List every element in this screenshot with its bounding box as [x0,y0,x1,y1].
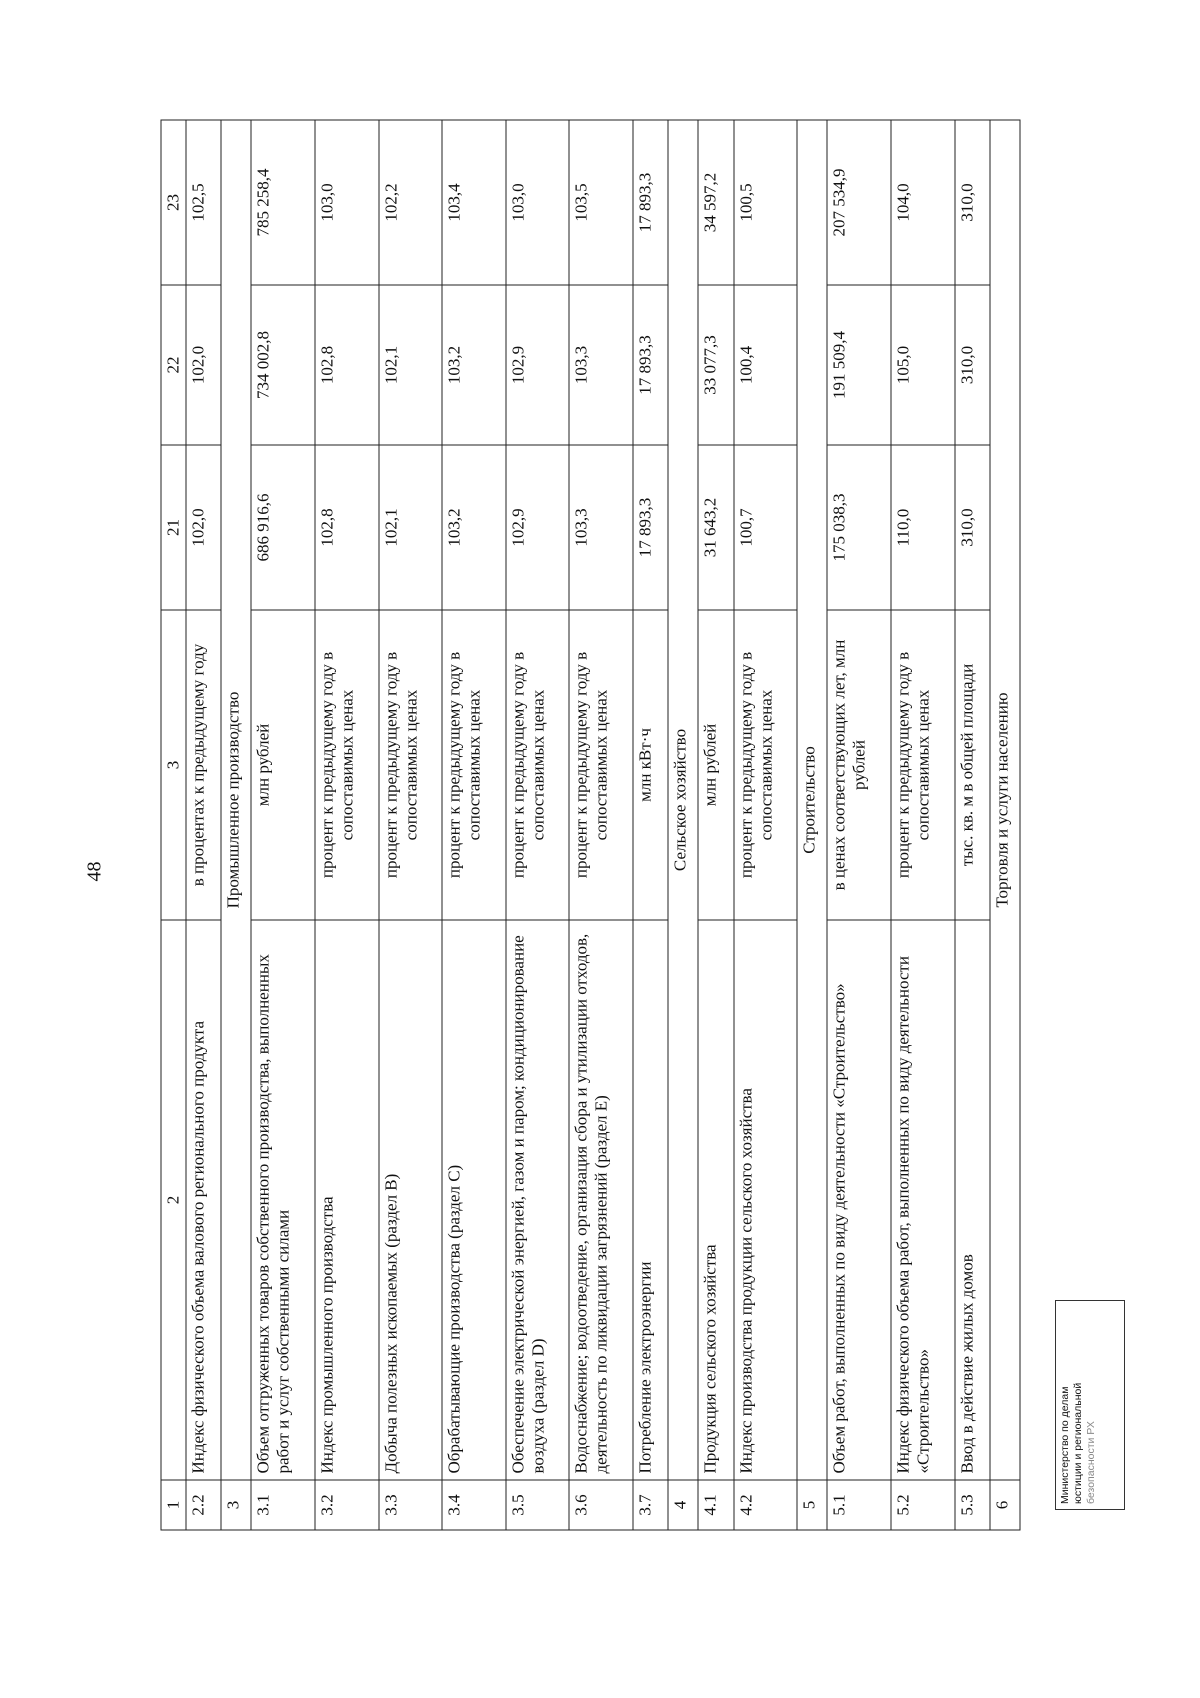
table-container [160,120,1020,1530]
value-col-22: 17 893,3 [633,285,668,445]
stamp-line-2: юстиции и региональной [1072,1382,1084,1504]
row-number: 3.1 [251,1480,315,1530]
value-col-22: 102,8 [315,285,379,445]
value-col-21: 100,7 [734,445,798,610]
header-col-2: 2 [161,920,186,1480]
value-col-23: 102,5 [186,120,221,285]
value-col-21: 103,3 [569,445,633,610]
section-row [990,120,1020,1530]
stamp-line-3: безопасности РХ [1085,1421,1097,1504]
unit-of-measure: млн рублей [251,610,315,920]
section-number: 3 [221,1480,251,1530]
row-number: 3.5 [506,1480,570,1530]
table-row [633,120,668,1530]
row-number: 4.1 [698,1480,733,1530]
value-col-23: 310,0 [955,120,990,285]
value-col-22: 102,0 [186,285,221,445]
indicator-name: Индекс физического объема валового регионального продукта [186,920,221,1480]
value-col-23: 34 597,2 [698,120,733,285]
indicator-name: Индекс производства продукции сельского хозяйства [734,920,798,1480]
section-number: 5 [797,1480,827,1530]
value-col-23: 103,0 [506,120,570,285]
row-number: 3.3 [379,1480,443,1530]
indicator-name: Обеспечение электрической энергией, газом и паром; кондиционирование воздуха (раздел D) [506,920,570,1480]
table-row [379,120,443,1530]
section-row [668,120,698,1530]
indicator-name: Индекс промышленного производства [315,920,379,1480]
unit-of-measure: процент к предыдущему году в сопоставимых ценах [506,610,570,920]
value-col-23: 100,5 [734,120,798,285]
value-col-22: 310,0 [955,285,990,445]
value-col-22: 105,0 [891,285,955,445]
table-row [891,120,955,1530]
header-col-1: 1 [161,1480,186,1530]
row-number: 4.2 [734,1480,798,1530]
unit-of-measure: млн рублей [698,610,733,920]
section-title: Сельское хозяйство [668,120,698,1480]
indicator-name: Обрабатывающие производства (раздел С) [442,920,506,1480]
value-col-22: 191 509,4 [827,285,891,445]
page-number: 48 [83,861,106,882]
header-col-22: 22 [161,285,186,445]
indicator-name: Ввод в действие жилых домов [955,920,990,1480]
table-row [186,120,221,1530]
indicator-name: Продукция сельского хозяйства [698,920,733,1480]
value-col-23: 207 534,9 [827,120,891,285]
indicator-name: Водоснабжение; водоотведение, организация сбора и утилизации отходов, деятельность по ликвидации загрязнений (раздел Е) [569,920,633,1480]
header-col-23: 23 [161,120,186,285]
value-col-23: 103,4 [442,120,506,285]
row-number: 2.2 [186,1480,221,1530]
value-col-22: 734 002,8 [251,285,315,445]
row-number: 3.2 [315,1480,379,1530]
table-row [734,120,798,1530]
unit-of-measure: в ценах соответствующих лет, млн рублей [827,610,891,920]
indicator-name: Добыча полезных ископаемых (раздел В) [379,920,443,1480]
table-body [186,120,1020,1530]
value-col-23: 104,0 [891,120,955,285]
table-row [698,120,733,1530]
row-number: 3.4 [442,1480,506,1530]
value-col-22: 102,1 [379,285,443,445]
value-col-22: 102,9 [506,285,570,445]
unit-of-measure: тыс. кв. м в общей площади [955,610,990,920]
row-number: 3.6 [569,1480,633,1530]
stamp-line-1: Министерство по делам [1059,1386,1071,1504]
value-col-21: 31 643,2 [698,445,733,610]
table-row [827,120,891,1530]
table-row [506,120,570,1530]
value-col-23: 103,5 [569,120,633,285]
value-col-22: 103,3 [569,285,633,445]
value-col-21: 110,0 [891,445,955,610]
unit-of-measure: процент к предыдущему году в сопоставимых ценах [569,610,633,920]
section-number: 4 [668,1480,698,1530]
value-col-23: 102,2 [379,120,443,285]
table-row [955,120,990,1530]
unit-of-measure: млн кВт·ч [633,610,668,920]
table-row [569,120,633,1530]
value-col-21: 103,2 [442,445,506,610]
value-col-21: 102,1 [379,445,443,610]
row-number: 3.7 [633,1480,668,1530]
value-col-23: 785 258,4 [251,120,315,285]
registration-stamp [1055,1300,1125,1510]
section-row [221,120,251,1530]
section-number: 6 [990,1480,1020,1530]
indicator-name: Потребление электроэнергии [633,920,668,1480]
value-col-21: 310,0 [955,445,990,610]
unit-of-measure: процент к предыдущему году в сопоставимых ценах [442,610,506,920]
table-row [315,120,379,1530]
row-number: 5.1 [827,1480,891,1530]
row-number: 5.3 [955,1480,990,1530]
unit-of-measure: процент к предыдущему году в сопоставимых ценах [379,610,443,920]
unit-of-measure: процент к предыдущему году в сопоставимых ценах [315,610,379,920]
value-col-21: 175 038,3 [827,445,891,610]
table-row [442,120,506,1530]
value-col-22: 33 077,3 [698,285,733,445]
value-col-21: 102,8 [315,445,379,610]
unit-of-measure: в процентах к предыдущему году [186,610,221,920]
value-col-21: 686 916,6 [251,445,315,610]
header-row [161,120,186,1530]
header-col-3: 3 [161,610,186,920]
table-row [251,120,315,1530]
value-col-21: 102,9 [506,445,570,610]
value-col-21: 102,0 [186,445,221,610]
value-col-22: 103,2 [442,285,506,445]
header-col-21: 21 [161,445,186,610]
value-col-23: 103,0 [315,120,379,285]
row-number: 5.2 [891,1480,955,1530]
indicator-name: Объем работ, выполненных по виду деятельности «Строительство» [827,920,891,1480]
value-col-21: 17 893,3 [633,445,668,610]
value-col-23: 17 893,3 [633,120,668,285]
value-col-22: 100,4 [734,285,798,445]
section-row [797,120,827,1530]
unit-of-measure: процент к предыдущему году в сопоставимых ценах [891,610,955,920]
section-title: Строительство [797,120,827,1480]
section-title: Промышленное производство [221,120,251,1480]
unit-of-measure: процент к предыдущему году в сопоставимых ценах [734,610,798,920]
section-title: Торговля и услуги населению [990,120,1020,1480]
indicators-table [161,120,1021,1531]
indicator-name: Индекс физического объема работ, выполненных по виду деятельности «Строительство» [891,920,955,1480]
indicator-name: Объем отгруженных товаров собственного производства, выполненных работ и услуг собственными силами [251,920,315,1480]
